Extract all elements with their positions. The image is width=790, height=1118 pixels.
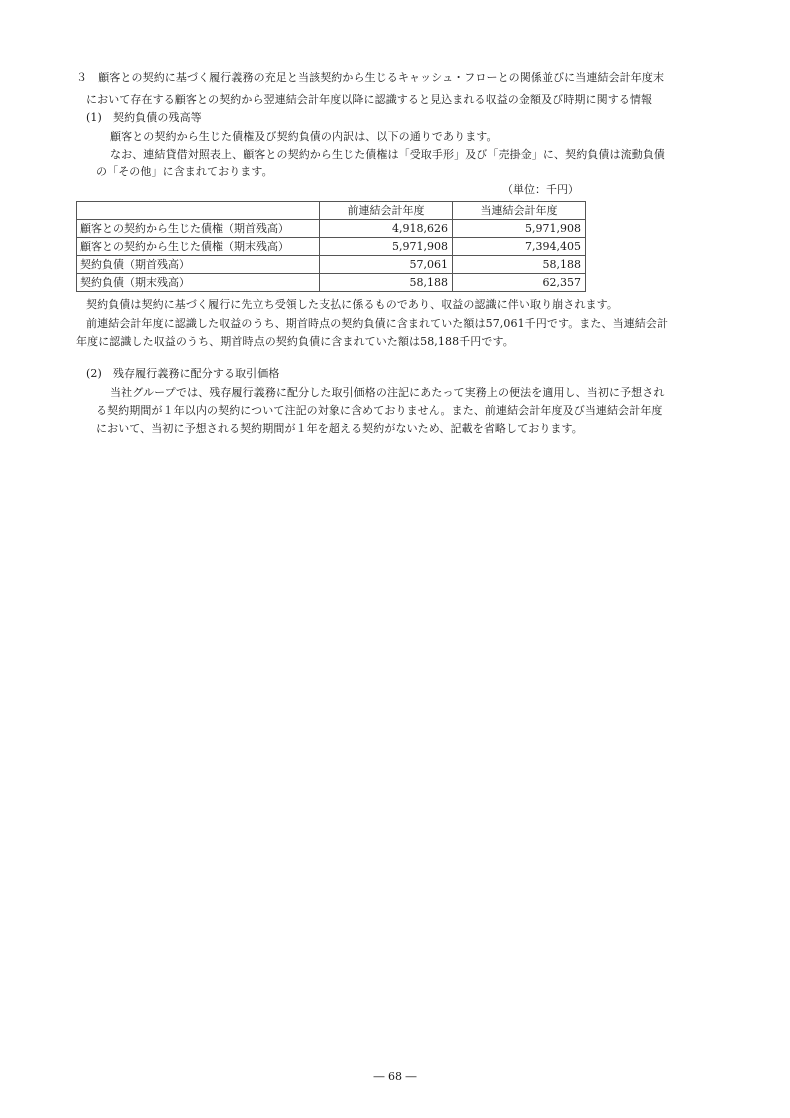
table-row bbox=[77, 256, 586, 274]
row-prev-value: 4,918,626 bbox=[320, 220, 453, 238]
section-heading-line1: ３ 顧客との契約に基づく履行義務の充足と当該契約から生じるキャッシュ・フローとの関係並びに当連結会計年度末 bbox=[76, 71, 665, 84]
subsection-1-paragraph-2-line2: の「その他」に含まれております。 bbox=[96, 165, 273, 178]
row-label: 契約負債（期首残高） bbox=[77, 256, 320, 274]
note-recognized-revenue-line2: 年度に認識した収益のうち、期首時点の契約負債に含まれていた額は58,188千円です。 bbox=[76, 335, 514, 348]
row-current-value: 62,357 bbox=[453, 274, 586, 292]
row-current-value: 5,971,908 bbox=[453, 220, 586, 238]
subsection-1-paragraph-2-line1: なお、連結貸借対照表上、顧客との契約から生じた債権は「受取手形」及び「売掛金」に、契約負債は流動負債 bbox=[110, 148, 665, 161]
table-header-row bbox=[77, 202, 586, 220]
row-current-value: 7,394,405 bbox=[453, 238, 586, 256]
note-recognized-revenue-line1: 前連結会計年度に認識した収益のうち、期首時点の契約負債に含まれていた額は57,061千円です。また、当連結会計 bbox=[86, 317, 669, 330]
row-current-value: 58,188 bbox=[453, 256, 586, 274]
row-prev-value: 57,061 bbox=[320, 256, 453, 274]
table-header-blank bbox=[77, 202, 320, 220]
row-label: 契約負債（期末残高） bbox=[77, 274, 320, 292]
subsection-2-title: (2) 残存履行義務に配分する取引価格 bbox=[86, 367, 280, 380]
subsection-1-paragraph-1: 顧客との契約から生じた債権及び契約負債の内訳は、以下の通りであります。 bbox=[110, 130, 498, 143]
unit-label: （単位：千円） bbox=[502, 183, 579, 196]
contract-liability-table bbox=[76, 201, 586, 292]
row-label: 顧客との契約から生じた債権（期末残高） bbox=[77, 238, 320, 256]
row-prev-value: 5,971,908 bbox=[320, 238, 453, 256]
row-label: 顧客との契約から生じた債権（期首残高） bbox=[77, 220, 320, 238]
subsection-1-title: (1) 契約負債の残高等 bbox=[86, 111, 202, 124]
table-row bbox=[77, 220, 586, 238]
table-row bbox=[77, 274, 586, 292]
subsection-2-paragraph-line1: 当社グループでは、残存履行義務に配分した取引価格の注記にあたって実務上の便法を適用し、当初に予想され bbox=[110, 386, 665, 399]
subsection-2-paragraph-line2: る契約期間が１年以内の契約について注記の対象に含めておりません。また、前連結会計年度及び当連結会計年度 bbox=[96, 404, 663, 417]
note-contract-liability: 契約負債は契約に基づく履行に先立ち受領した支払に係るものであり、収益の認識に伴い取り崩されます。 bbox=[86, 298, 618, 311]
page-number: ― 68 ― bbox=[373, 1070, 417, 1083]
table-header-current-year: 当連結会計年度 bbox=[453, 202, 586, 220]
table-row bbox=[77, 238, 586, 256]
table-header-prev-year: 前連結会計年度 bbox=[320, 202, 453, 220]
section-heading-line2: において存在する顧客との契約から翌連結会計年度以降に認識すると見込まれる収益の金額及び時期に関する情報 bbox=[86, 93, 653, 106]
row-prev-value: 58,188 bbox=[320, 274, 453, 292]
subsection-2-paragraph-line3: において、当初に予想される契約期間が１年を超える契約がないため、記載を省略しております。 bbox=[96, 422, 583, 435]
